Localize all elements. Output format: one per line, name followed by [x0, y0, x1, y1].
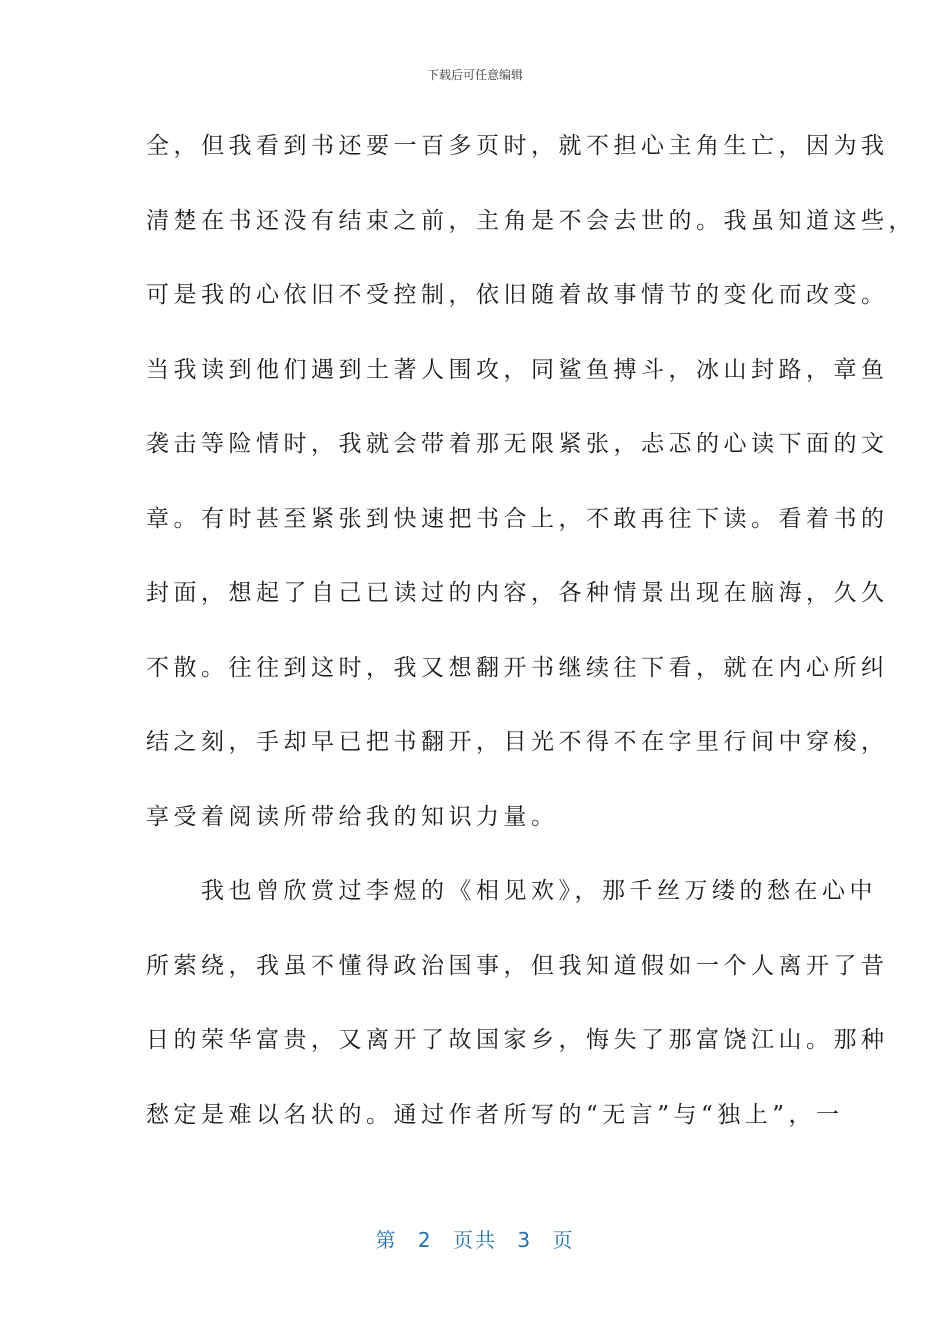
- page-footer: [0, 1224, 950, 1253]
- body-line-10: 享受着阅读所带给我的知识力量。: [146, 803, 559, 830]
- body-line-5: 袭击等险情时，我就会带着那无限紧张，忐忑的心读下面的文: [146, 431, 889, 457]
- body-line-11: 我也曾欣赏过李煜的《相见欢》，那千丝万缕的愁在心中: [146, 878, 877, 904]
- current-page-number: 2: [417, 1228, 433, 1252]
- footer-middle: 页共: [453, 1228, 497, 1252]
- body-line-9: 结之刻，手却早已把书翻开，目光不得不在字里行间中穿梭，: [146, 729, 889, 755]
- footer-prefix: 第: [375, 1228, 398, 1252]
- body-line-2: 清楚在书还没有结束之前，主角是不会去世的。我虽知道这些，: [146, 207, 916, 234]
- body-line-4: 当我读到他们遇到土著人围攻，同鲨鱼搏斗，冰山封路，章鱼: [146, 356, 889, 383]
- document-body: [146, 128, 916, 1171]
- body-line-13: 日的荣华富贵，又离开了故国家乡，悔失了那富饶江山。那种: [146, 1027, 889, 1053]
- page-header-note: 下载后可任意编辑: [426, 68, 523, 82]
- footer-suffix: 页: [552, 1228, 575, 1252]
- body-line-3: 可是我的心依旧不受控制，依旧随着故事情节的变化而改变。: [146, 282, 889, 308]
- total-page-count: 3: [517, 1228, 533, 1252]
- body-line-1: 全，但我看到书还要一百多页时，就不担心主角生亡，因为我: [146, 133, 889, 159]
- body-line-7: 封面，想起了自己已读过的内容，各种情景出现在脑海，久久: [146, 580, 889, 606]
- body-line-8: 不散。往往到这时，我又想翻开书继续往下看，就在内心所纠: [146, 654, 889, 681]
- body-line-6: 章。有时甚至紧张到快速把书合上，不敢再往下读。看着书的: [146, 505, 889, 532]
- body-line-12: 所萦绕，我虽不懂得政治国事，但我知道假如一个人离开了昔: [146, 952, 889, 979]
- body-line-14: 愁定是难以名状的。通过作者所写的“无言”与“独上”，一: [146, 1101, 844, 1128]
